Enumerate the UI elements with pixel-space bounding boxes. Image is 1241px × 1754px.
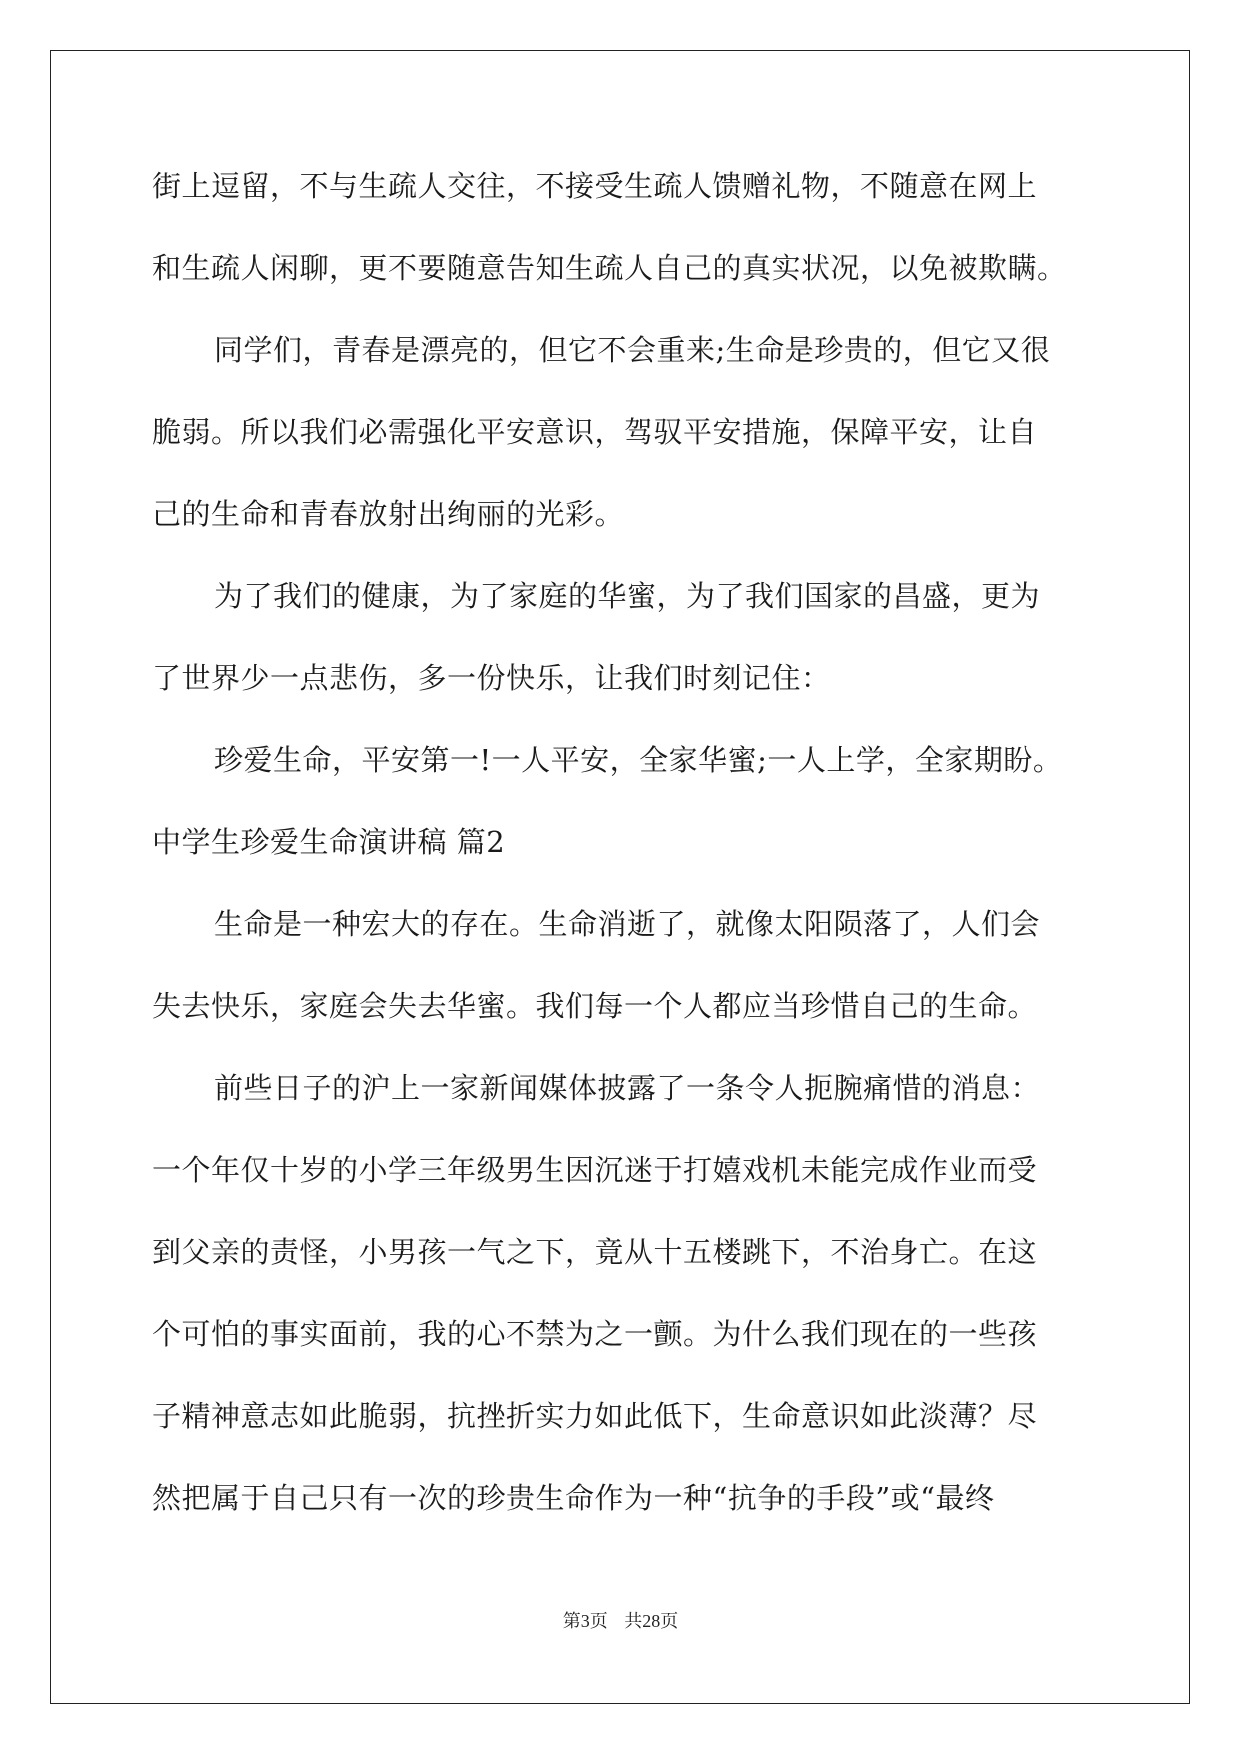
page-total: 共28页	[624, 1611, 679, 1631]
page-footer	[0, 1607, 1241, 1633]
paragraph-line: 然把属于自己只有一次的珍贵生命作为一种“抗争的手段”或“最终	[152, 1481, 995, 1515]
paragraph-line: 一个年仅十岁的小学三年级男生因沉迷于打嬉戏机未能完成作业而受	[152, 1153, 1038, 1187]
paragraph-line: 同学们，青春是漂亮的，但它不会重来;生命是珍贵的，但它又很	[214, 333, 1051, 367]
paragraph-line: 失去快乐，家庭会失去华蜜。我们每一个人都应当珍惜自己的生命。	[152, 989, 1038, 1023]
section-heading: 中学生珍爱生命演讲稿 篇2	[152, 825, 506, 859]
paragraph-line: 个可怕的事实面前，我的心不禁为之一颤。为什么我们现在的一些孩	[152, 1317, 1038, 1351]
paragraph-line: 己的生命和青春放射出绚丽的光彩。	[152, 497, 625, 531]
paragraph-line: 子精神意志如此脆弱，抗挫折实力如此低下，生命意识如此淡薄？尽	[152, 1399, 1038, 1433]
paragraph-line: 了世界少一点悲伤，多一份快乐，让我们时刻记住：	[152, 661, 831, 695]
paragraph-line: 脆弱。所以我们必需强化平安意识，驾驭平安措施，保障平安，让自	[152, 415, 1038, 449]
paragraph-line: 前些日子的沪上一家新闻媒体披露了一条令人扼腕痛惜的消息：	[214, 1071, 1041, 1105]
paragraph-line: 生命是一种宏大的存在。生命消逝了，就像太阳陨落了，人们会	[214, 907, 1041, 941]
page-number: 第3页	[562, 1611, 608, 1631]
document-body	[152, 165, 1092, 1559]
paragraph-line: 和生疏人闲聊，更不要随意告知生疏人自己的真实状况，以免被欺瞒。	[152, 251, 1067, 285]
paragraph-line: 街上逗留，不与生疏人交往，不接受生疏人馈赠礼物，不随意在网上	[152, 169, 1038, 203]
paragraph-line: 到父亲的责怪，小男孩一气之下，竟从十五楼跳下，不治身亡。在这	[152, 1235, 1038, 1269]
paragraph-line: 珍爱生命，平安第一!一人平安，全家华蜜;一人上学，全家期盼。	[214, 743, 1063, 777]
paragraph-line: 为了我们的健康，为了家庭的华蜜，为了我们国家的昌盛，更为	[214, 579, 1041, 613]
